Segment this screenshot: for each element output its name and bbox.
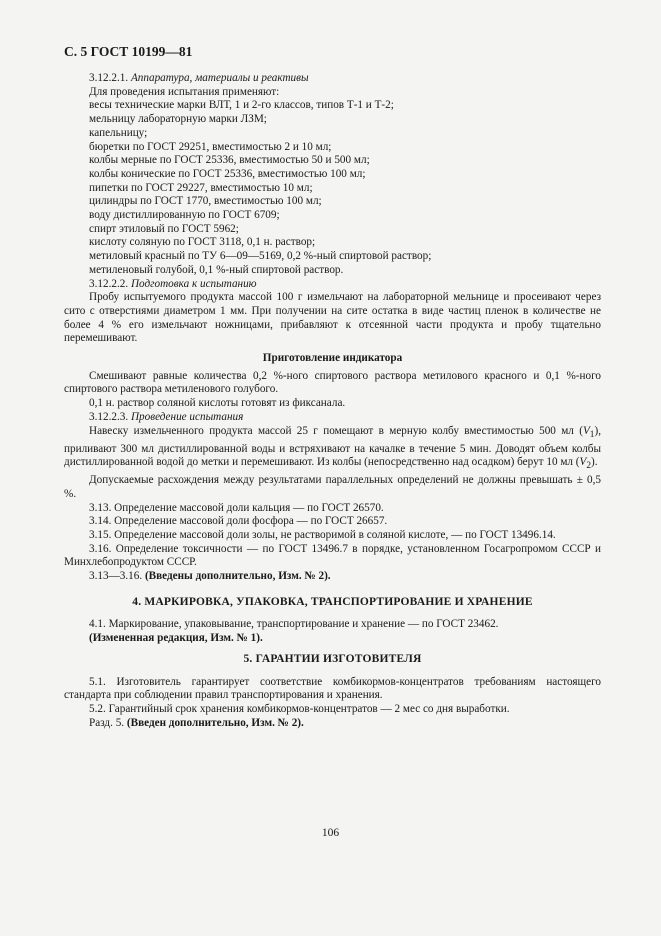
subsection-number: 3.12.2.1.	[89, 72, 129, 84]
procedure-text-c: ).	[591, 456, 598, 469]
subsection-3-12-2-3	[64, 411, 601, 425]
indicator-paragraph: Смешивают равные количества 0,2 %-ного спиртового раствора метилового красного и 0,1 %-ного спиртового раствора метиленового голубого.	[64, 369, 601, 396]
page-header: С. 5 ГОСТ 10199—81	[64, 44, 193, 59]
apparatus-item: цилиндры по ГОСТ 1770, вместимостью 100 мл;	[89, 195, 322, 208]
tolerance-paragraph: Допускаемые расхождения между результатами параллельных определений не должны превышать ± 0,5 %.	[64, 474, 601, 500]
section-5-title: 5. ГАРАНТИИ ИЗГОТОВИТЕЛЯ	[243, 652, 422, 665]
page-number: 106	[321, 827, 340, 839]
subsection-3-12-2-1	[64, 72, 601, 86]
amendment-text: (Введен дополнительно, Изм. № 2).	[126, 716, 304, 729]
paragraph-3-13: 3.13. Определение массовой доли кальция — по ГОСТ 26570.	[89, 501, 384, 514]
apparatus-item: бюретки по ГОСТ 29251, вместимостью 2 и 10 мл;	[89, 140, 332, 153]
subsection-number: 3.12.2.2.	[89, 277, 129, 290]
apparatus-item: спирт этиловый по ГОСТ 5962;	[89, 222, 239, 235]
volume-v2: V	[579, 456, 587, 469]
paragraph-4-1: 4.1. Маркирование, упаковывание, транспортирование и хранение — по ГОСТ 23462.	[89, 618, 499, 631]
volume-v1-subscript: 1	[589, 429, 595, 440]
apparatus-item: колбы мерные по ГОСТ 25336, вместимостью 50 и 500 мл;	[89, 154, 370, 167]
apparatus-item: кислоту соляную по ГОСТ 3118, 0,1 н. раствор;	[89, 236, 316, 249]
volume-v2-subscript: 2	[586, 461, 592, 472]
paragraph-3-15: 3.15. Определение массовой доли золы, не растворимой в соляной кислоте, — по ГОСТ 13496.14.	[89, 528, 556, 541]
subsection-title: Аппаратура, материалы и реактивы	[130, 72, 309, 84]
apparatus-item: колбы конические по ГОСТ 25336, вместимостью 100 мл;	[89, 167, 366, 180]
apparatus-item: метиленовый голубой, 0,1 %-ный спиртовой раствор.	[89, 263, 344, 276]
paragraph-3-16: 3.16. Определение токсичности — по ГОСТ 13496.7 в порядке, установленном Госагропромом СССР и Минхлебопродуктом СССР.	[64, 542, 601, 569]
preparation-paragraph: Пробу испытуемого продукта массой 100 г измельчают на лабораторной мельнице и просеивают через сито с отверстиями диаметром 1 мм. При получении на сите остатка в виде частиц пленок в количестве не более 4 % его измельчают ножницами, прибавляют к отсеянной части продукта и пробу тщательно перемешивают.	[64, 291, 601, 345]
amendment-note-section-5	[64, 717, 601, 731]
hcl-paragraph: 0,1 н. раствор соляной кислоты готовят из фиксанала.	[89, 397, 346, 410]
subsection-title: Подготовка к испытанию	[130, 277, 257, 290]
procedure-paragraph	[64, 425, 601, 475]
apparatus-list	[64, 99, 601, 277]
amendment-range: 3.13—3.16.	[89, 570, 143, 583]
amendment-note-3-13-3-16	[64, 570, 601, 584]
apparatus-item: воду дистиллированную по ГОСТ 6709;	[89, 209, 280, 222]
page-content	[64, 72, 601, 730]
apparatus-intro: Для проведения испытания применяют:	[89, 85, 280, 98]
apparatus-item: метиловый красный по ТУ 6—09—5169, 0,2 %-ный спиртовой раствор;	[89, 250, 432, 263]
indicator-heading: Приготовление индикатора	[262, 352, 403, 365]
amendment-note-4-1: (Измененная редакция, Изм. № 1).	[89, 632, 263, 645]
apparatus-item: весы технические марки ВЛТ, 1 и 2-го классов, типов Т-1 и Т-2;	[89, 99, 394, 112]
paragraph-3-14: 3.14. Определение массовой доли фосфора — по ГОСТ 26657.	[89, 515, 388, 528]
procedure-text-a: Навеску измельченного продукта массой 25 г помещают в мерную колбу вместимостью 500 мл (	[89, 424, 583, 437]
amendment-text: (Введены дополнительно, Изм. № 2).	[144, 570, 331, 583]
section-4-title: 4. МАРКИРОВКА, УПАКОВКА, ТРАНСПОРТИРОВАНИЕ И ХРАНЕНИЕ	[132, 595, 533, 608]
subsection-number: 3.12.2.3.	[89, 410, 129, 423]
subsection-3-12-2-2	[64, 278, 601, 292]
volume-v1: V	[582, 424, 590, 437]
amendment-range: Разд. 5.	[89, 716, 125, 729]
apparatus-item: капельницу;	[89, 126, 148, 139]
paragraph-5-1: 5.1. Изготовитель гарантирует соответствие комбикормов-концентратов требованиям настоящего стандарта при соблюдении правил транспортирования и хранения.	[64, 675, 601, 702]
subsection-title: Проведение испытания	[130, 410, 244, 423]
apparatus-item: пипетки по ГОСТ 29227, вместимостью 10 мл;	[89, 181, 313, 194]
apparatus-item: мельницу лабораторную марки ЛЗМ;	[89, 113, 267, 126]
paragraph-5-2: 5.2. Гарантийный срок хранения комбикормов-концентратов — 2 мес со дня выработки.	[89, 703, 510, 715]
procedure-text-b: ), приливают 300 мл дистиллированной воды и встряхивают на качалке в течение 5 мин. Доводят объем колбы дистиллированной водой до метки и перемешивают. Из колбы (непосредственно над осадком) берут 10 мл (	[64, 424, 601, 469]
